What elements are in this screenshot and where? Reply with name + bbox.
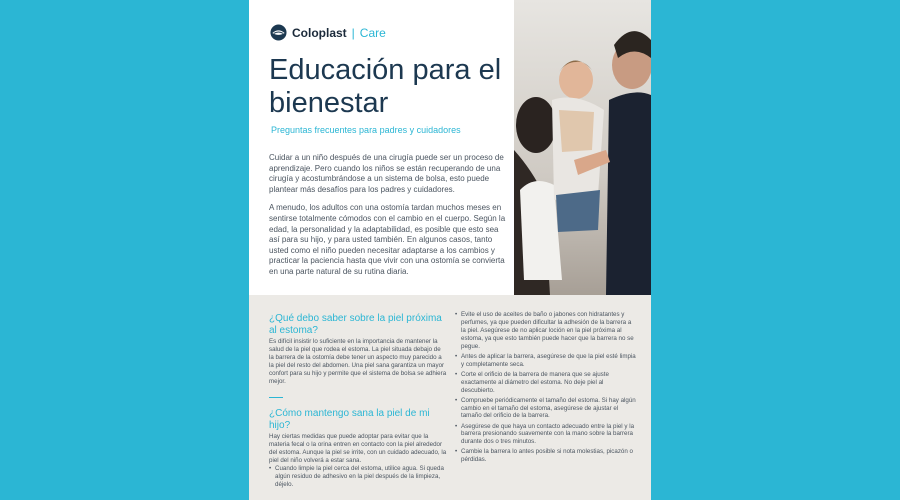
family-photo (514, 0, 651, 295)
tip-item: • Corte el orificio de la barrera de manera que se ajuste exactamente al diámetro del estoma. No deje piel al descubierto. (455, 371, 637, 395)
faq-left-column (269, 313, 447, 491)
intro-section (269, 153, 509, 286)
tip-item: • Compruebe periódicamente el tamaño del estoma. Si hay algún cambio en el tamaño del estoma, asegúrese de ajustar el tamaño del orificio de la barrera. (455, 397, 637, 421)
tip-item: • Antes de aplicar la barrera, asegúrese de que la piel esté limpia y completamente seca. (455, 353, 637, 369)
tip-item: • Cuando limpie la piel cerca del estoma, utilice agua. Si queda algún residuo de adhesivo en la piel después de la limpieza, déjelo. (269, 465, 447, 489)
brand-name: Coloplast (292, 25, 347, 40)
tip-item: • Cambie la barrera lo antes posible si nota molestias, picazón o pérdidas. (455, 448, 637, 464)
tip-item: • Evite el uso de aceites de baño o jabones con hidratantes y perfumes, ya que pueden dificultar la adhesión de la barrera a la piel. Asegúrese de no aplicar loción en la piel próxima al estoma, ya que esto también puede hacer que la barrera no se pegue. (455, 311, 637, 351)
family-photo-illustration (514, 0, 651, 295)
faq-panel (249, 295, 651, 500)
section-divider (269, 397, 283, 398)
tips-list-right (455, 311, 637, 464)
page-subtitle: Preguntas frecuentes para padres y cuidadores (271, 125, 461, 135)
brochure-page (249, 0, 651, 500)
page-title: Educación para el bienestar (269, 54, 502, 119)
brand-separator: | (351, 25, 355, 40)
question-keep-skin-healthy: ¿Cómo mantengo sana la piel de mi hijo? (269, 408, 430, 431)
brand-logo (270, 24, 386, 41)
brand-product: Care (359, 25, 386, 40)
faq-right-column (455, 311, 637, 466)
question-skin-near-stoma: ¿Qué debo saber sobre la piel próxima al estoma? (269, 313, 442, 336)
coloplast-logo-icon (270, 24, 287, 41)
tip-item: • Asegúrese de que haya un contacto adecuado entre la piel y la barrera presionando suavemente con la mano sobre la barrera durante dos o tres minutos. (455, 423, 637, 447)
answer-keep-skin-healthy: Hay ciertas medidas que puede adoptar para evitar que la materia fecal o la orina entren en contacto con la piel alrededor del estoma. Aunque la piel se irrite, con un cuidado adecuado, la piel del niño volverá a estar sana. (269, 433, 447, 465)
tips-list-left (269, 465, 447, 489)
intro-paragraph: Cuidar a un niño después de una cirugía puede ser un proceso de aprendizaje. Pero cuando los niños se están recuperando de una cirugía y acostumbrándose a un sistema de bolsa, esto puede plantear más desafíos para los padres y cuidadores. (269, 153, 504, 194)
intro-paragraph: A menudo, los adultos con una ostomía tardan muchos meses en sentirse totalmente cómodos con el cambio en el cuerpo. Según la edad, la personalidad y la adaptabilidad, es posible que esto sea así para su hijo, y para usted también. En algunos casos, tanto usted como el niño pueden necesitar adaptarse a los cambios y practicar la paciencia hasta que vivir con una ostomía se convierta en una parte natural de su rutina diaria. (269, 203, 506, 276)
answer-skin-near-stoma: Es difícil insistir lo suficiente en la importancia de mantener la salud de la piel que rodea el estoma. La piel situada debajo de la barrera de la ostomía debe tener un aspecto muy parecido a la piel del resto del abdomen. Una piel sana garantiza un mayor confort para su hijo y permite que el sistema de bolsa se adhiera mejor. (269, 338, 447, 385)
